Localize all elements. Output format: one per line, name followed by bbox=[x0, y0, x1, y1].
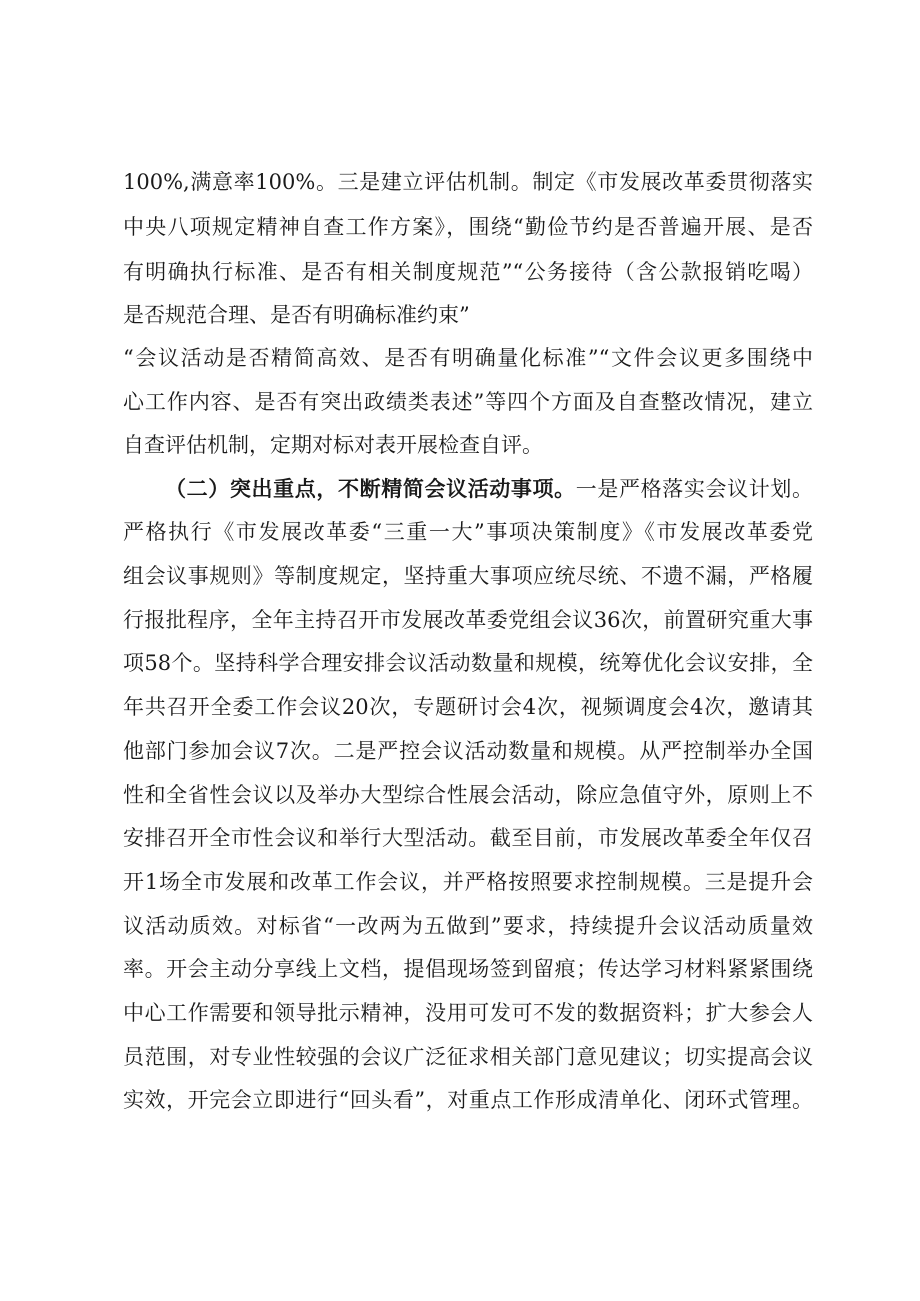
section-heading-line bbox=[165, 470, 813, 508]
paragraph-line: 项58个。坚持科学合理安排会议活动数量和规模，统筹优化会议安排，全 bbox=[123, 651, 813, 675]
paragraph-line: 员范围，对专业性较强的会议广泛征求相关部门意见建议；切实提高会议 bbox=[123, 1045, 813, 1069]
paragraph-line: 100%,满意率100%。三是建立评估机制。制定《市发展改革委贯彻落实 bbox=[123, 170, 813, 194]
paragraph-line: 议活动质效。对标省“一改两为五做到”要求，持续提升会议活动质量效 bbox=[123, 914, 813, 938]
section-heading-continuation: 一是严格落实会议计划。 bbox=[575, 477, 813, 501]
paragraph-line: 性和全省性会议以及举办大型综合性展会活动，除应急值守外，原则上不 bbox=[123, 783, 813, 807]
paragraph-line: 他部门参加会议7次。二是严控会议活动数量和规模。从严控制举办全国 bbox=[123, 739, 813, 763]
paragraph-line: 行报批程序，全年主持召开市发展改革委党组会议36次，前置研究重大事 bbox=[123, 608, 813, 632]
paragraph-line: 年共召开全委工作会议20次，专题研讨会4次，视频调度会4次，邀请其 bbox=[123, 695, 813, 719]
paragraph-line: 严格执行《市发展改革委“三重一大”事项决策制度》《市发展改革委党 bbox=[123, 520, 813, 544]
section-heading: （二）突出重点，不断精简会议活动事项。 bbox=[165, 476, 576, 501]
paragraph-line: 自查评估机制，定期对标对表开展检查自评。 bbox=[123, 433, 543, 457]
paragraph-line: 有明确执行标准、是否有相关制度规范”“公务接待（含公款报销吃喝） bbox=[123, 260, 813, 284]
paragraph-line: 心工作内容、是否有突出政绩类表述”等四个方面及自查整改情况，建立 bbox=[123, 390, 813, 414]
paragraph-line: 开1场全市发展和改革工作会议，并严格按照要求控制规模。三是提升会 bbox=[123, 870, 813, 894]
paragraph-line: “会议活动是否精简高效、是否有明确量化标准”“文件会议更多围绕中 bbox=[123, 346, 813, 370]
paragraph-line: 中央八项规定精神自查工作方案》，围绕“勤俭节约是否普遍开展、是否 bbox=[123, 215, 813, 239]
paragraph-line: 是否规范合理、是否有明确标准约束” bbox=[123, 303, 470, 327]
paragraph-line: 安排召开全市性会议和举行大型活动。截至目前，市发展改革委全年仅召 bbox=[123, 826, 813, 850]
paragraph-line: 中心工作需要和领导批示精神，没用可发可不发的数据资料；扩大参会人 bbox=[123, 1001, 813, 1025]
paragraph-line: 组会议事规则》等制度规定，坚持重大事项应统尽统、不遗不漏，严格履 bbox=[123, 564, 813, 588]
paragraph-line: 率。开会主动分享线上文档，提倡现场签到留痕；传达学习材料紧紧围绕 bbox=[123, 957, 813, 981]
paragraph-line: 实效，开完会立即进行“回头看”，对重点工作形成清单化、闭环式管理。 bbox=[123, 1088, 813, 1112]
